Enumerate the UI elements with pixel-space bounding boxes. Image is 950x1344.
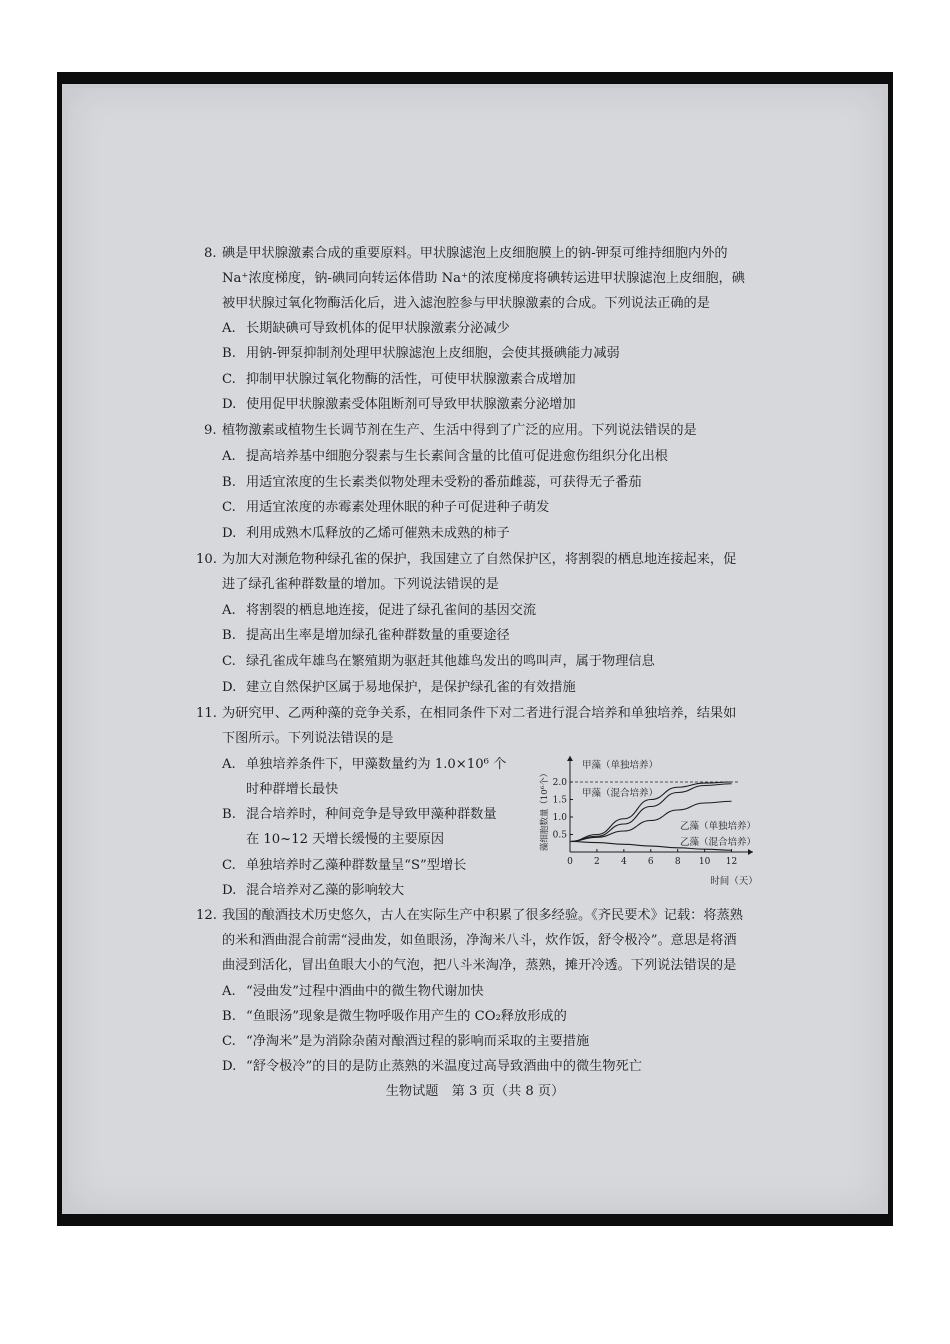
series-label-4: 乙藻（混合培养） [680, 837, 757, 848]
option-c: C. 用适宜浓度的赤霉素处理休眠的种子可促进种子萌发 [222, 500, 550, 515]
algae-growth-chart [538, 748, 778, 894]
question-text: 下图所示。下列说法错误的是 [222, 731, 394, 746]
option-c: C. “净淘米”是为消除杂菌对酿酒过程的影响而采取的主要措施 [222, 1034, 590, 1049]
question-text: 进了绿孔雀种群数量的增加。下列说法错误的是 [222, 577, 499, 592]
y-tick-label: 1.5 [552, 795, 567, 806]
option-a: A. “浸曲发”过程中酒曲中的微生物代谢加快 [222, 984, 484, 999]
question-text: 碘是甲状腺激素合成的重要原料。甲状腺滤泡上皮细胞膜上的钠-钾泵可维持细胞内外的 [222, 246, 728, 261]
option-a: A. 将割裂的栖息地连接，促进了绿孔雀间的基因交流 [222, 603, 537, 618]
y-tick-label: 1.0 [552, 813, 567, 823]
option-b: B. 混合培养时，种间竞争是导致甲藻种群数量 [222, 807, 497, 822]
option-d: D. 利用成熟木瓜释放的乙烯可催熟未成熟的柿子 [222, 526, 510, 541]
x-tick-label: 6 [647, 857, 654, 867]
page-footer: 生物试题 第 3 页（共 8 页） [385, 1084, 565, 1099]
option-a: A. 提高培养基中细胞分裂素与生长素间含量的比值可促进愈伤组织分化出根 [222, 449, 668, 464]
option-b: B. 提高出生率是增加绿孔雀种群数量的重要途径 [222, 628, 510, 643]
question-text: 为研究甲、乙两种藻的竞争关系，在相同条件下对二者进行混合培养和单独培养，结果如 [222, 706, 737, 721]
question-text: 被甲状腺过氧化物酶活化后，进入滤泡腔参与甲状腺激素的合成。下列说法正确的是 [222, 296, 710, 311]
option-c: C. 绿孔雀成年雄鸟在繁殖期为驱赶其他雄鸟发出的鸣叫声，属于物理信息 [222, 654, 655, 669]
question-text: 植物激素或植物生长调节剂在生产、生活中得到了广泛的应用。下列说法错误的是 [222, 423, 697, 438]
x-tick-label: 12 [725, 857, 738, 867]
y-axis-label: 藻细胞数量（10⁶个） [540, 768, 550, 852]
x-tick-label: 0 [567, 857, 573, 867]
y-axis-arrow [567, 756, 573, 761]
option-d: D. “舒令极冷”的目的是防止蒸熟的米温度过高导致酒曲中的微生物死亡 [222, 1059, 642, 1074]
option-b: B. 用钠-钾泵抑制剂处理甲状腺滤泡上皮细胞，会使其摄碘能力减弱 [222, 346, 620, 361]
option-d: D. 建立自然保护区属于易地保护，是保护绿孔雀的有效措施 [222, 680, 576, 695]
option-b: B. “鱼眼汤”现象是微生物呼吸作用产生的 CO₂释放形成的 [222, 1009, 567, 1024]
question-text: 曲浸到活化，冒出鱼眼大小的气泡，把八斗米淘净，蒸熟，摊开冷透。下列说法错误的是 [222, 958, 737, 973]
x-tick-label: 4 [620, 857, 627, 867]
option-d: D. 混合培养对乙藻的影响较大 [222, 883, 405, 898]
question-text: 为加大对濒危物种绿孔雀的保护，我国建立了自然保护区，将割裂的栖息地连接起来，促 [222, 552, 737, 567]
question-text: Na⁺浓度梯度，钠-碘同向转运体借助 Na⁺的浓度梯度将碘转运进甲状腺滤泡上皮细胞，碘 [222, 271, 745, 286]
option-d: D. 使用促甲状腺激素受体阻断剂可导致甲状腺激素分泌增加 [222, 397, 576, 412]
question-text: 的米和酒曲混合前需“浸曲发，如鱼眼汤，净淘米八斗，炊作饭，舒令极冷”。意思是将酒 [222, 933, 737, 948]
x-tick-label: 8 [674, 857, 681, 867]
question-number: 9. [204, 423, 217, 438]
question-text: 我国的酿酒技术历史悠久，古人在实际生产中积累了很多经验。《齐民要术》记载：将蒸熟 [222, 908, 743, 923]
question-number: 11. [196, 706, 217, 721]
series-label-2: 甲藻（混合培养） [582, 788, 659, 799]
option-a: A. 长期缺碘可导致机体的促甲状腺激素分泌减少 [222, 321, 510, 336]
option-a: A. 单独培养条件下，甲藻数量约为 1.0×10⁶ 个 [222, 757, 507, 772]
question-number: 8. [204, 246, 217, 261]
question-number: 10. [196, 552, 217, 567]
option-c: C. 单独培养时乙藻种群数量呈“S”型增长 [222, 858, 467, 873]
x-tick-label: 10 [698, 857, 711, 867]
x-axis-label: 时间（天） [710, 876, 758, 887]
y-tick-label: 2.0 [552, 778, 567, 788]
option-b-cont: 在 10~12 天增长缓慢的主要原因 [246, 832, 445, 847]
option-c: C. 抑制甲状腺过氧化物酶的活性，可使甲状腺激素合成增加 [222, 372, 576, 387]
option-a-cont: 时种群增长最快 [246, 782, 339, 797]
question-number: 12. [196, 908, 217, 923]
y-tick-label: 0.5 [552, 830, 567, 841]
option-b: B. 用适宜浓度的生长素类似物处理未受粉的番茄雌蕊，可获得无子番茄 [222, 475, 642, 490]
x-tick-label: 2 [594, 857, 600, 867]
x-axis-arrow [748, 849, 753, 855]
series-label-1: 甲藻（单独培养） [582, 760, 659, 771]
series-label-3: 乙藻（单独培养） [680, 821, 757, 832]
